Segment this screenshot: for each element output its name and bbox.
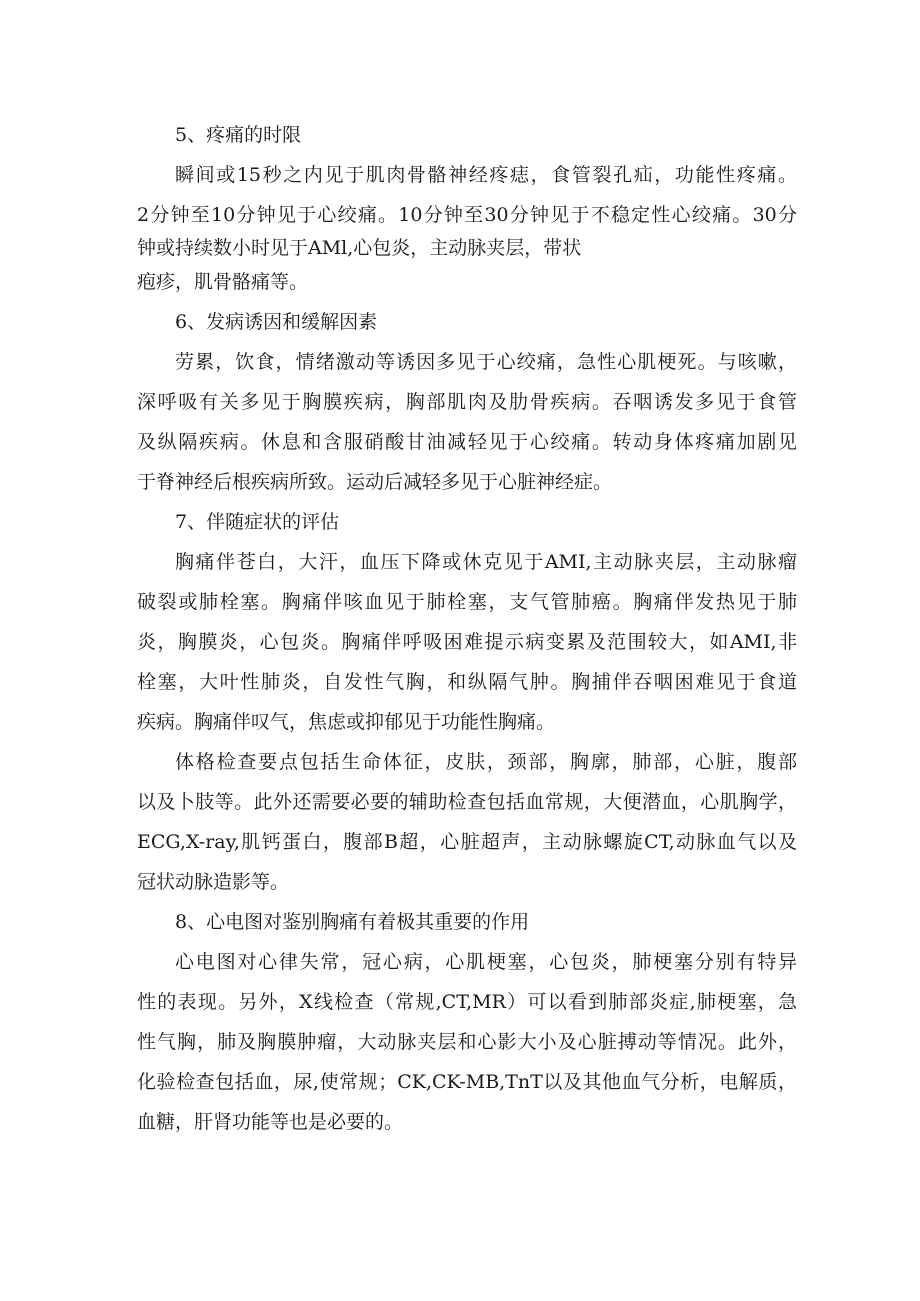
section-heading — [137, 302, 797, 342]
paragraph-line: 2分钟至10分钟见于心绞痛。10分钟至30分钟见于不稳定性心绞痛。30分 — [137, 204, 797, 226]
paragraph-line: 瞬间或15秒之内见于肌肉骨骼神经疼痣，食管裂孔疝，功能性疼痛。 — [175, 164, 797, 186]
heading-text: 8、心电图对鉴别胸痛有着极其重要的作用 — [175, 911, 530, 933]
paragraph-line: 化验检查包括血，尿,使常规；CK,CK-MB,TnT以及其他血气分析，电解质， — [137, 1071, 797, 1093]
paragraph — [137, 742, 797, 902]
paragraph-line: ECG,X-ray,肌钙蛋白，腹部B超，心脏超声，主动脉螺旋CT,动脉血气以及 — [137, 831, 797, 853]
paragraph — [137, 942, 797, 1142]
section-heading — [137, 902, 797, 942]
paragraph — [137, 342, 797, 502]
paragraph-line: 深呼吸有关多见于胸膜疾病，胸部肌肉及肋骨疾病。吞咽诱发多见于食管 — [137, 391, 797, 413]
paragraph-line: 于脊神经后根疾病所致。运动后减轻多见于心脏神经症。 — [137, 471, 613, 493]
paragraph-line: 血糖，肝肾功能等也是必要的。 — [137, 1111, 404, 1133]
section-heading — [137, 115, 797, 155]
paragraph — [137, 155, 797, 302]
paragraph-line: 胸痛伴苍白，大汗，血压下降或休克见于AMI,主动脉夹层，主动脉瘤 — [175, 551, 797, 573]
heading-text: 6、发病诱因和缓解因素 — [175, 311, 378, 333]
paragraph-line: 体格检查要点包括生命体征，皮肤，颈部，胸廓，肺部，心脏，腹部 — [175, 751, 797, 773]
paragraph-line: 性的表现。另外，X线检查（常规,CT,MR）可以看到肺部炎症,肺梗塞，急 — [137, 991, 797, 1013]
paragraph-line: 栓塞，大叶性肺炎，自发性气胸，和纵隔气肿。胸捕伴吞咽困难见于食道 — [137, 671, 797, 693]
paragraph-line: 疾病。胸痛伴叹气，焦虑或抑郁见于功能性胸痛。 — [137, 711, 556, 733]
paragraph-line: 疱疹，肌骨骼痛等。 — [137, 271, 309, 293]
paragraph-line: 以及卜肢等。此外还需要必要的辅助检查包括血常规，大便潜血，心肌胸学， — [137, 791, 797, 813]
paragraph-line: 性气胸，肺及胸膜肿瘤，大动脉夹层和心影大小及心脏搏动等情况。此外， — [137, 1031, 797, 1053]
paragraph-line: 及纵隔疾病。休息和含服硝酸甘油减轻见于心绞痛。转动身体疼痛加剧见 — [137, 431, 797, 453]
heading-text: 5、疼痛的时限 — [175, 124, 302, 146]
section-heading — [137, 502, 797, 542]
paragraph-line: 劳累，饮食，情绪激动等诱因多见于心绞痛，急性心肌梗死。与咳嗽， — [175, 351, 797, 373]
heading-text: 7、伴随症状的评估 — [175, 511, 340, 533]
paragraph-line: 炎，胸膜炎，心包炎。胸痛伴呼吸困难提示病变累及范围较大，如AMI,非 — [137, 631, 797, 653]
paragraph-line: 心电图对心律失常，冠心病，心肌梗塞，心包炎，肺梗塞分别有特异 — [175, 951, 797, 973]
paragraph-line: 冠状动脉造影等。 — [137, 871, 290, 893]
paragraph-line: 钟或持续数小时见于AMl,心包炎，主动脉夹层，带状 — [137, 237, 582, 259]
paragraph — [137, 542, 797, 742]
document-body — [137, 115, 797, 1142]
paragraph-line: 破裂或肺栓塞。胸痛伴咳血见于肺栓塞，支气管肺癌。胸痛伴发热见于肺 — [137, 591, 797, 613]
